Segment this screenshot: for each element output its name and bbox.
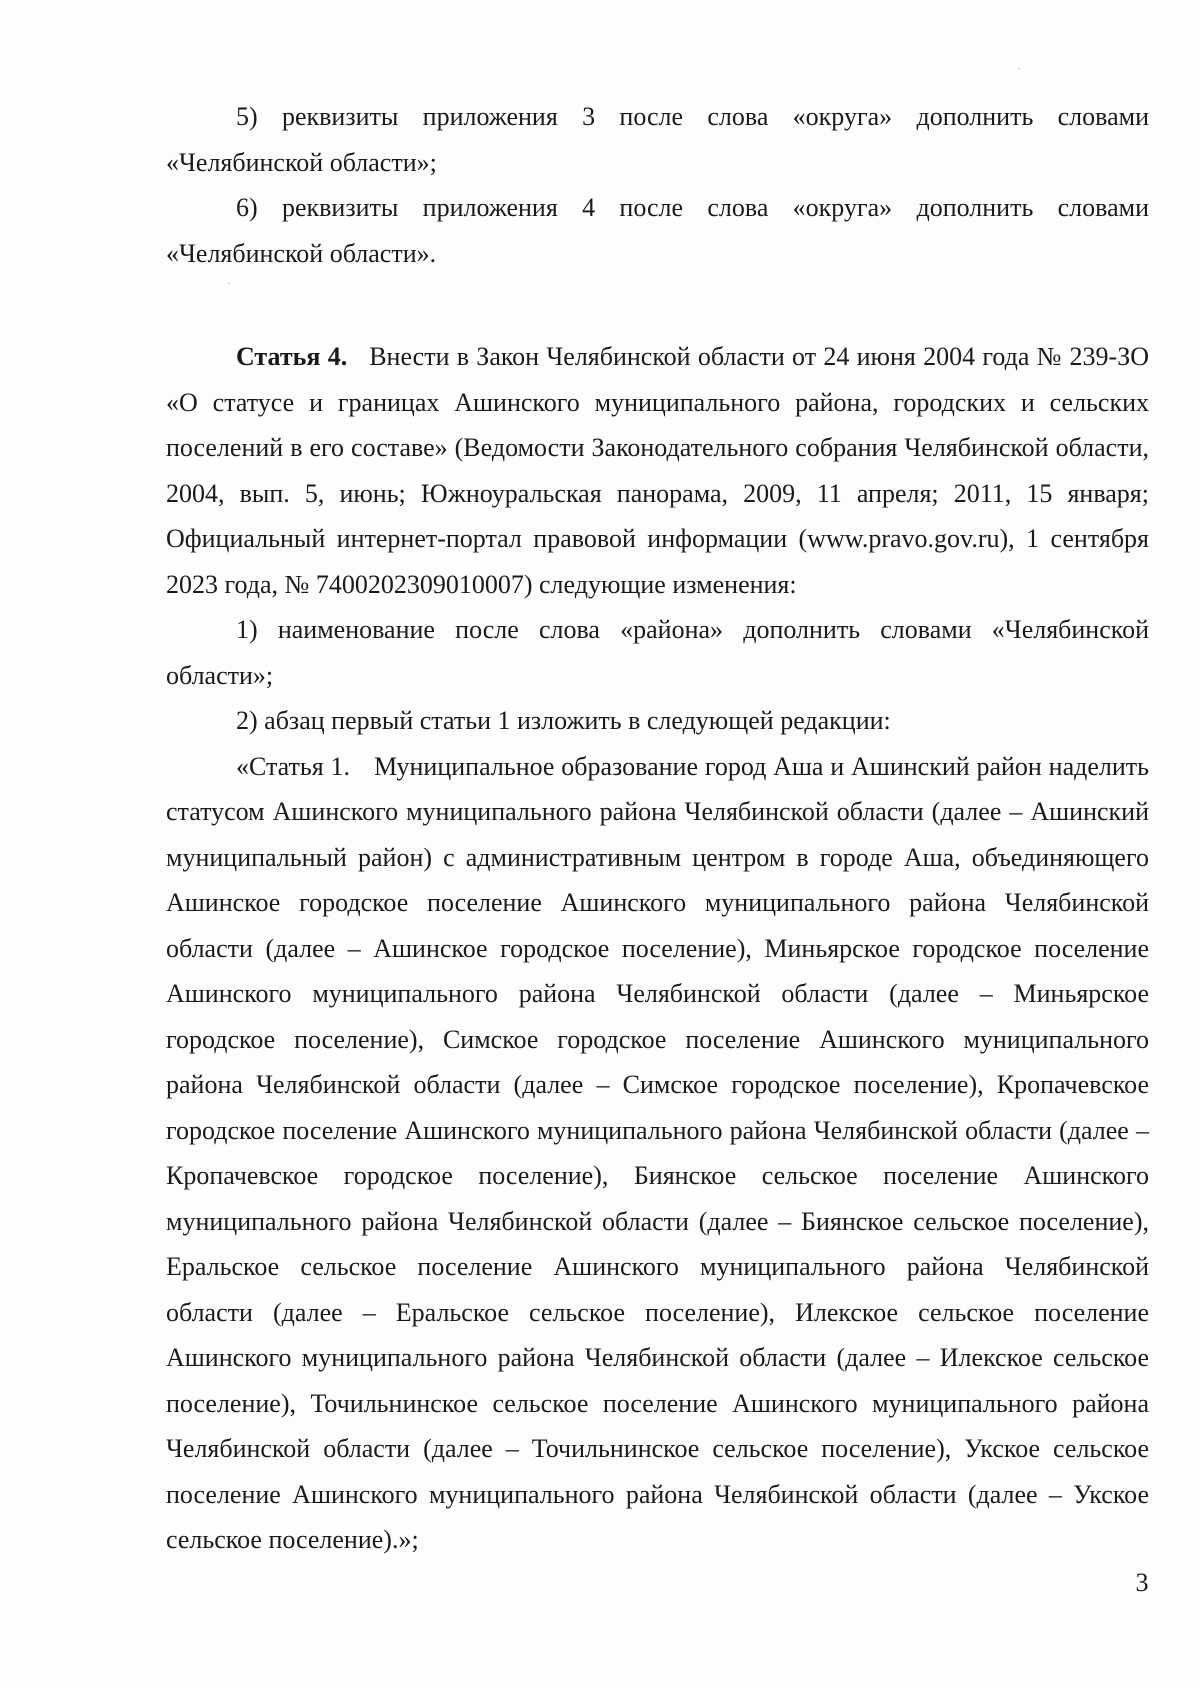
page-number: 3 [1135, 1568, 1149, 1597]
quoted-article-text: Муниципальное образование город Аша и Ашинский район наделить статусом Ашинского муниципального района Челябинской области (далее – Ашинский муниципальный район) с административным центром в городе Аша, объединяющего Ашинское городское поселение Ашинского муниципального района Челябинской области (далее – Ашинское городское поселение), Миньярское городское поселение Ашинского муниципального района Челябинской области (далее – Миньярское городское поселение), Симское городское поселение Ашинского муниципального района Челябинской области (далее – Симское городское поселение), Кропачевское городское поселение Ашинского муниципального района Челябинской области (далее – Кропачевское городское поселение), Биянское сельское поселение Ашинского муниципального района Челябинской области (далее – Биянское сельское поселение), Еральское сельское поселение Ашинского муниципального района Челябинской области (далее – Еральское сельское поселение), Илекское сельское поселение Ашинского муниципального района Челябинской области (далее – Илекское сельское поселение), Точильнинское сельское поселение Ашинского муниципального района Челябинской области (далее – Точильнинское сельское поселение), Укское сельское поселение Ашинского муниципального района Челябинской области (далее – Укское сельское поселение).»; [166, 751, 1149, 1554]
paragraph-item-5: 5) реквизиты приложения 3 после слова «округа» дополнить словами «Челябинской области»; [166, 102, 1149, 177]
section-spacer [166, 276, 1149, 334]
article-4-text: Внести в Закон Челябинской области от 24 июня 2004 года № 239-ЗО «О статусе и границах Ашинского муниципального района, городских и сельских поселений в его составе» (Ведомости Законодательного собрания Челябинской области, 2004, вып. 5, июнь; Южноуральская панорама, 2009, 11 апреля; 2011, 15 января; Официальный интернет-портал правовой информации (www.pravo.gov.ru), 1 сентября 2023 года, № 7400202309010007) следующие изменения: [166, 342, 1150, 599]
list-item-2: 2) абзац первый статьи 1 изложить в следующей редакции: [236, 706, 891, 735]
scan-speck [1018, 68, 1020, 69]
article-4-heading: Статья 4. [236, 342, 348, 371]
article-4-paragraph [166, 334, 1149, 607]
quoted-article-heading: «Статья 1. [236, 751, 351, 781]
list-item-1: 1) наименование после слова «района» дополнить словами «Челябинской области»; [166, 615, 1149, 690]
paragraph-item-6: 6) реквизиты приложения 4 после слова «округа» дополнить словами «Челябинской области». [166, 193, 1149, 268]
quoted-article-paragraph [166, 744, 1149, 1563]
document-body [166, 94, 1149, 1563]
